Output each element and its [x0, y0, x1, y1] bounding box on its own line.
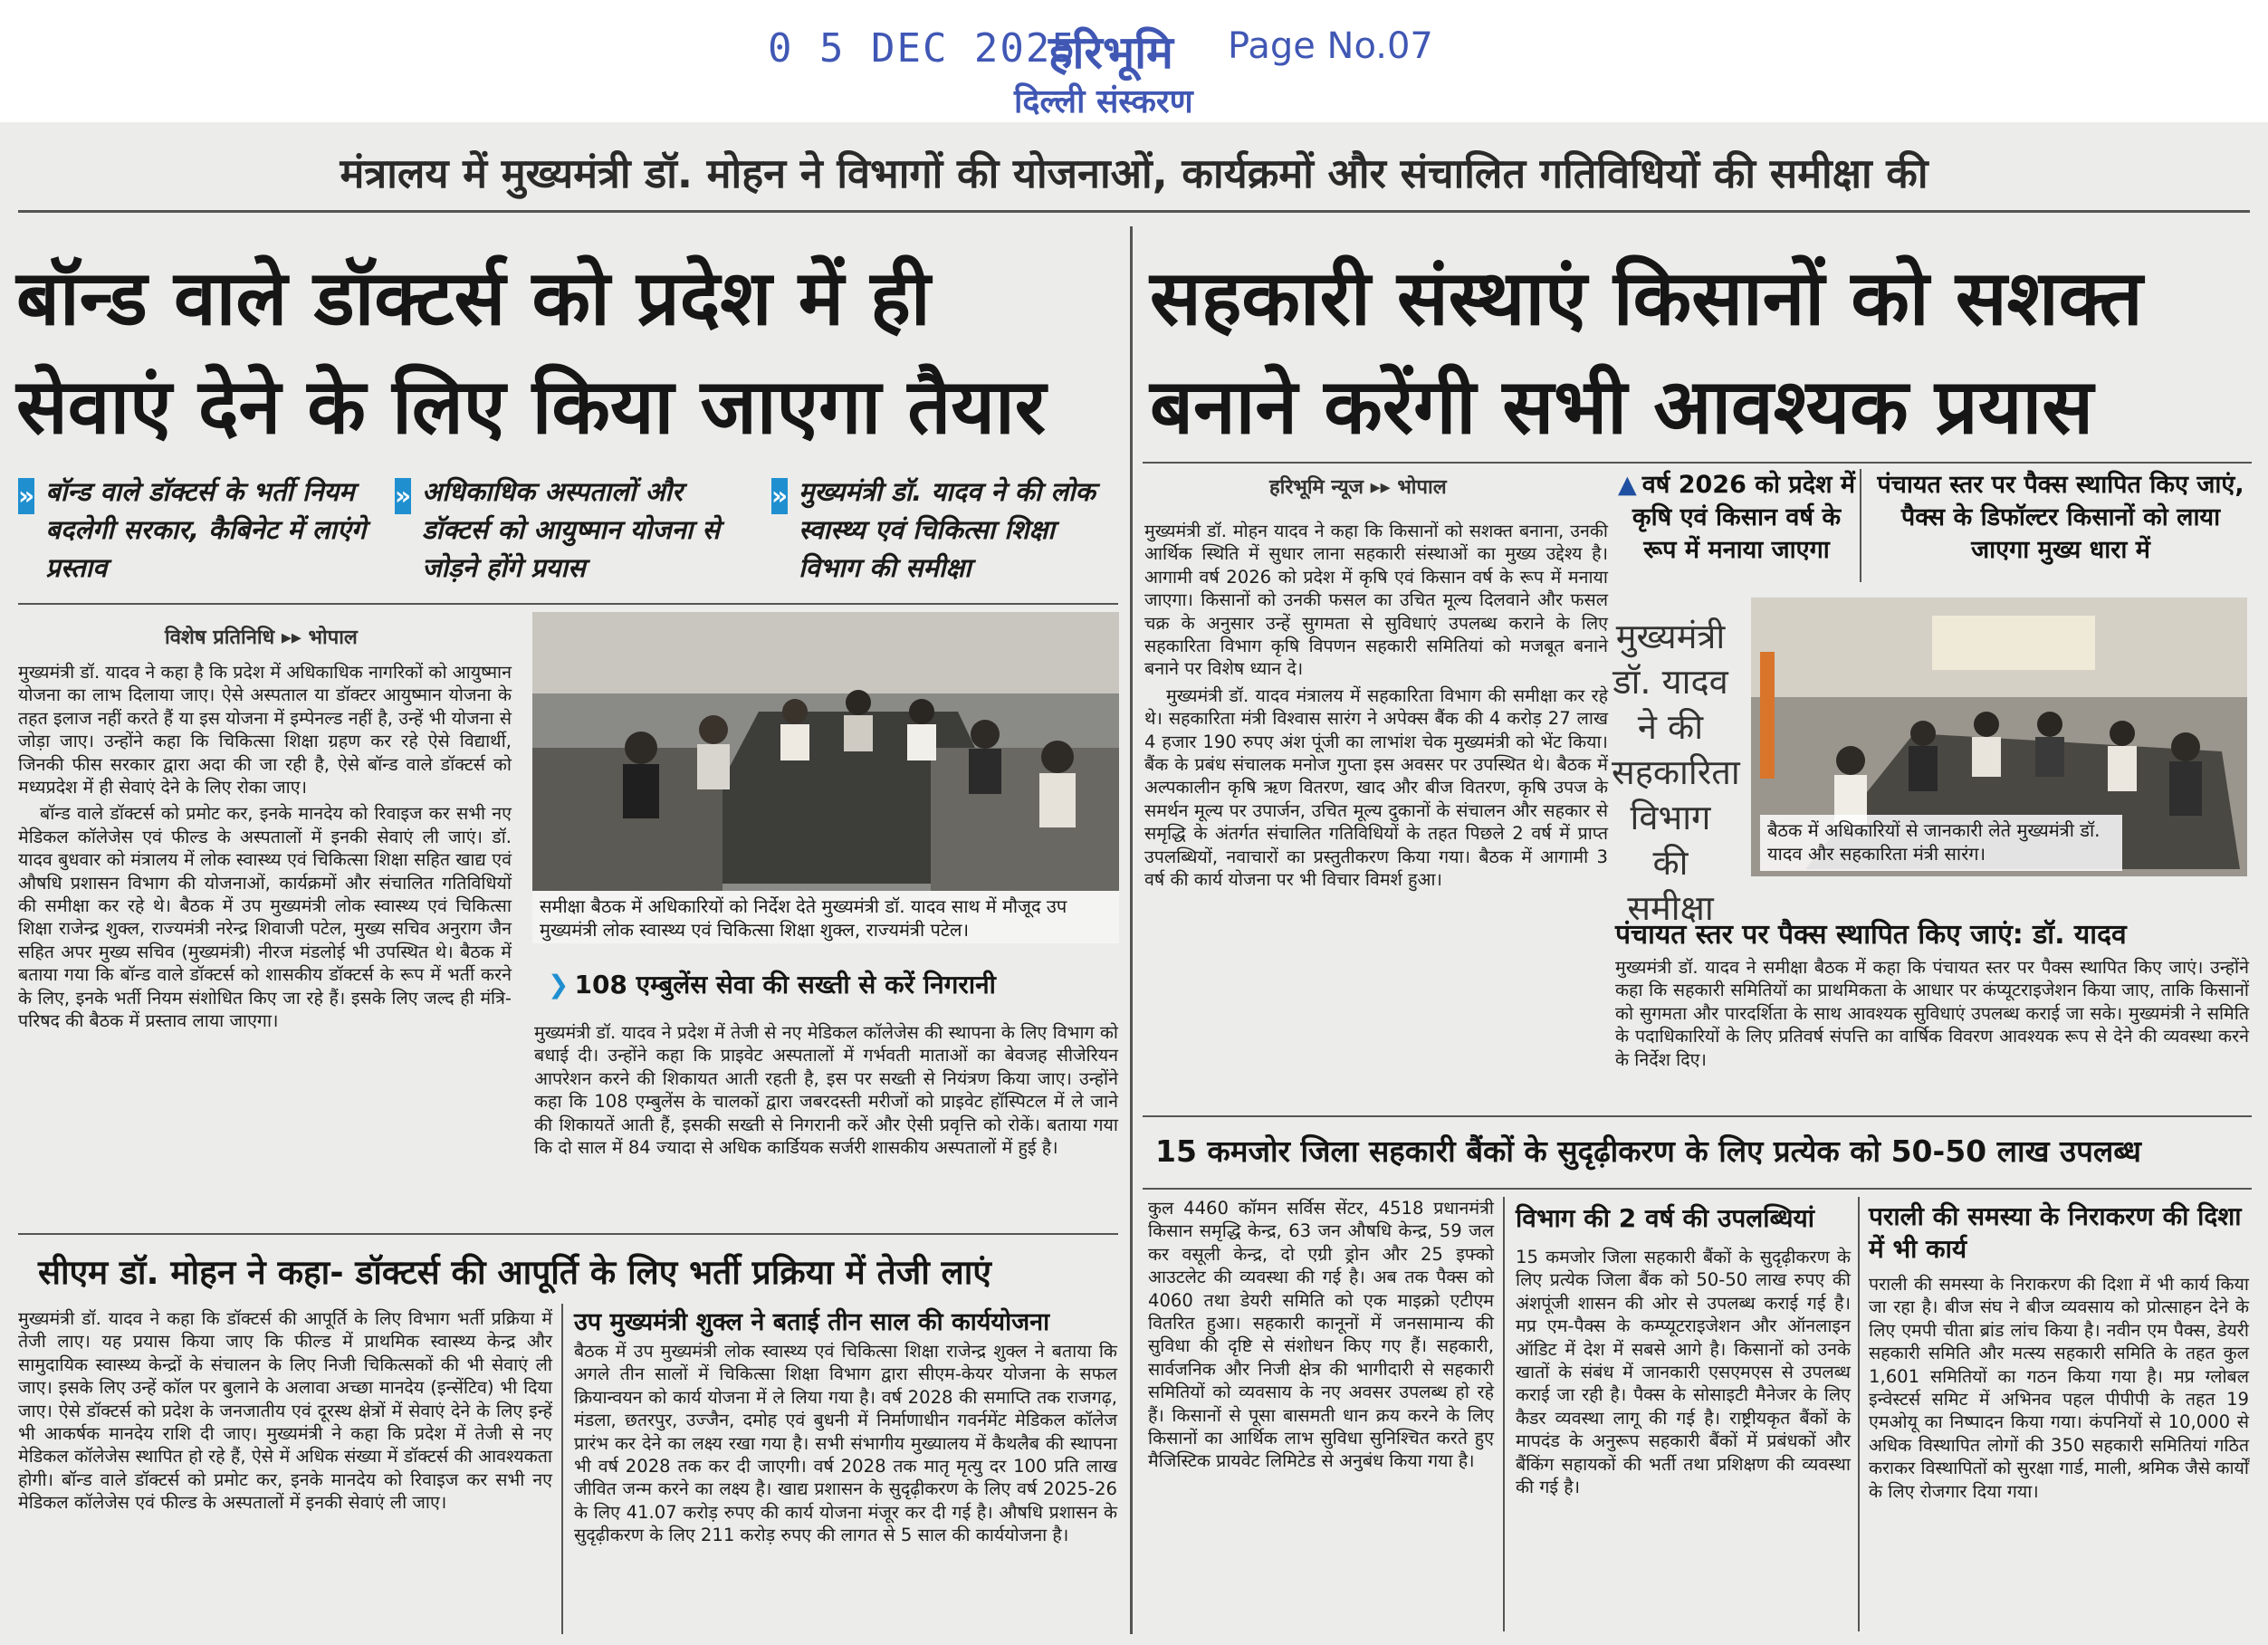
left-bullet-3 — [771, 473, 1124, 587]
chevron-right-icon: ❯ — [548, 970, 569, 999]
right-paragraph-2: मुख्यमंत्री डॉ. यादव मंत्रालय में सहकारिता विभाग की समीक्षा कर रहे थे। सहकारिता मंत्री विश्वास सारंग ने अपेक्स बैंक की 4 करोड़ 27 लाख 4 हजार 190 रुपए अंश पूंजी का लाभांश चेक मुख्यमंत्री को भेंट किया। बैंक के प्रबंध संचालक मनोज गुप्ता इस अवसर पर उपस्थित थे। बैठक में अल्पकालीन कृषि ऋण वितरण, खाद और बीज वितरण, कृषि उपज के समर्थन मूल्य पर उपार्जन, उचित मूल्य दुकानों के संचालन और सहकार से समृद्धि के अंतर्गत संचालित गतिविधियों के तहत पिछले 2 वर्ष में प्राप्त उपलब्धियों, नवाचारों का प्रस्तुतीकरण किया गया। बैठक में आगामी 3 वर्ष की कार्य योजना पर भी विचार विमर्श हुआ। — [1144, 684, 1608, 891]
page-number-stamp: Page No.07 — [1228, 25, 1433, 67]
achievements-body-text: 15 कमजोर जिला सहकारी बैंकों के सुदृढ़ीकरण के लिए प्रत्येक जिला बैंक को 50-50 लाख रुपए की अंशपूंजी शासन की ओर से उपलब्ध कराई गई है। मप्र एम-पैक्स के कम्प्यूटराइजेशन और ऑनलाइन ऑडिट में देश में सबसे आगे है। किसानों को उनके खातों के संबंध में जानकारी एसएमएस से उपलब्ध कराई जा रही है। पैक्स के सोसाइटी मैनेजर के लिए कैडर व्यवस्था लागू की गई है। राष्ट्रीयकृत बैंकों के मापदंड के अनुरूप सहकारी बैंकों में प्रबंधकों और बैंकिंग सहायकों की भर्ती तथा प्रशिक्षण की व्यवस्था की गई है। — [1516, 1247, 1851, 1498]
cm-body-text: मुख्यमंत्री डॉ. यादव ने कहा कि डॉक्टर्स की आपूर्ति के लिए विभाग भर्ती प्रक्रिया में तेजी लाए। यह प्रयास किया जाए कि फील्ड में प्राथमिक स्वास्थ्य केन्द्र और सामुदायिक स्वास्थ्य केन्द्रों के संचालन के लिए निजी चिकित्सकों की भी सेवाएं ली जाए। इसके लिए उन्हें कॉल पर बुलाने के अलावा अच्छा मानदेय (इन्सेंटिव) भी दिया जाए। ऐसे डॉक्टर्स को प्रदेश के जनजातीय एवं दूरस्थ क्षेत्रों में सेवाएं देने के लिए इन्हें भी आकर्षक मानदेय राशि दी जाए। मुख्यमंत्री ने कहा कि प्रदेश में तेजी से नए मेडिकल कॉलेजेस स्थापित हो रहे हैं, ऐसे में अधिक संख्या में डॉक्टर्स की आवश्यकता होगी। बॉन्ड वाले डॉक्टर्स को प्रमोट कर, इनके मानदेय को रिवाइज कर सभी नए मेडिकल कॉलेजेस एवं फील्ड के अस्पतालों में इनकी सेवाएं ली जाए। — [18, 1308, 552, 1514]
right-paragraph-1: मुख्यमंत्री डॉ. मोहन यादव ने कहा कि किसानों को सशक्त बनाना, उनकी आर्थिक स्थिति में सुधार लाना सहकारी संस्थाओं का मुख्य उद्देश्य है। आगामी वर्ष 2026 को प्रदेश में कृषि एवं किसान वर्ष के रूप में मनाया जाएगा। किसानों को उनकी फसल का उचित मूल्य दिलवाने और फसल चक्र के अनुसार उन्हें सुगमता से सुविधाएं उपलब्ध कराने के लिए सहकारिता विभाग कृषि विपणन सहकारी समितियां को मजबूत बनाने बनाने पर विशेष ध्यान दे। — [1144, 521, 1608, 680]
plan-heading: उप मुख्यमंत्री शुक्ल ने बताई तीन साल की कार्ययोजना — [574, 1308, 1050, 1336]
ambulance-text: मुख्यमंत्री डॉ. यादव ने प्रदेश में तेजी से नए मेडिकल कॉलेजेस की स्थापना के लिए विभाग को बधाई दी। उन्होंने कहा कि प्राइवेट अस्पतालों में गर्भवती माताओं का बेवजह सीजेरियन आपरेशन करने की शिकायत आती रहती है, इस पर सख्ती से नियंत्रण किया जाए। उन्होंने कहा कि 108 एम्बुलेंस के चालकों द्वारा जबरदस्ती मरीजों को प्राइवेट हॉस्पिटल में ले जाने की शिकायतें आती हैं, इसकी सख्ती से निगरानी करें और ऐसी प्रवृत्ति को रोकें। बताया गया कि दो साल में 84 ज्यादा से अधिक कार्डियक सर्जरी शासकीय अस्पतालों में हुई है। — [534, 1022, 1118, 1159]
bullets-rule — [18, 603, 1118, 605]
bullet-text: अधिकाधिक अस्पतालों और डॉक्टर्स को आयुष्मान योजना से जोड़ने होंगे प्रयास — [422, 476, 720, 583]
info-box-1-text: वर्ष 2026 को प्रदेश में कृषि एवं किसान वर्ष के रूप में मनाया जाएगा — [1632, 471, 1856, 564]
double-chevron-icon: » — [395, 478, 411, 514]
ambulance-heading-text: 108 एम्बुलेंस सेवा की सख्ती से करें निगरानी — [574, 970, 996, 999]
newspaper-name-stamp: हरिभूमि — [1048, 25, 1173, 79]
left-headline-line2: सेवाएं देने के लिए किया जाएगा तैयार — [16, 362, 1047, 451]
clipping-date-stamp: 0 5 DEC 2025 — [768, 25, 1077, 72]
clipping-stamp-area — [0, 0, 2268, 122]
kicker-rule — [18, 210, 2250, 213]
left-paragraph-2: बॉन्ड वाले डॉक्टर्स को प्रमोट कर, इनके मानदेय को रिवाइज कर सभी नए मेडिकल कॉलेजेस एवं फील्ड के अस्पतालों में इनकी सेवाएं ली जाएं। डॉ. यादव बुधवार को मंत्रालय में लोक स्वास्थ्य एवं चिकित्सा शिक्षा सहित खाद्य एवं औषधि प्रशासन विभाग की योजनाओं, कार्यक्रमों और संचालित गतिविधियों की समीक्षा कर रहे थे। बैठक में उप मुख्यमंत्री लोक स्वास्थ्य एवं चिकित्सा शिक्षा राजेन्द्र शुक्ल, राज्यमंत्री नरेन्द्र शिवाजी पटेल, मुख्य सचिव अनुराग जैन सहित अपर मुख्य सचिव (मुख्यमंत्री) नीरज मंडलोई भी उपस्थित थे। बैठक में बताया गया कि बॉन्ड वाले डॉक्टर्स को शासकीय डॉक्टर्स के रूप में भर्ती करने के लिए, इनके भर्ती नियम संशोधित किए जा रहे हैं। इसके लिए जल्द ही मंत्रि-परिषद की बैठक में प्रस्ताव लाया जाएगा। — [18, 803, 512, 1032]
left-byline: विशेष प्रतिनिधि ▸▸ भोपाल — [165, 626, 358, 649]
right-headline-line1: सहकारी संस्थाएं किसानों को सशक्त — [1150, 253, 2143, 342]
edition-stamp: दिल्ली संस्करण — [1014, 83, 1193, 120]
double-chevron-icon: » — [771, 478, 788, 514]
ambulance-heading — [548, 967, 996, 1001]
bullet-text: मुख्यमंत्री डॉ. यादव ने की लोक स्वास्थ्य एवं चिकित्सा शिक्षा विभाग की समीक्षा — [799, 476, 1096, 583]
banks-rule-bottom — [1143, 1188, 2252, 1190]
left-headline-line1: बॉन्ड वाले डॉक्टर्स को प्रदेश में ही — [16, 253, 931, 342]
paks-body-text: मुख्यमंत्री डॉ. यादव ने समीक्षा बैठक में कहा कि पंचायत स्तर पर पैक्स स्थापित किए जाएं। उन्होंने कहा कि सहकारी समितियों का प्राथमिकता के आधार पर कंप्यूटराइजेशन किया जाए, ताकि किसानों को सुगमता और पारदर्शिता के साथ आवश्यक सुविधाएं उपलब्ध कराई जा सके। मुख्यमंत्री ने समिति के पदाधिकारियों के लिए प्रतिवर्ष संपत्ति का वार्षिक विवरण आवश्यक रूप से देने की व्यवस्था करने के निर्देश दिए। — [1615, 957, 2249, 1070]
inner-divider — [561, 1304, 563, 1634]
achievements-heading: विभाग की 2 वर्ष की उपलब्धियां — [1516, 1203, 1814, 1233]
right-headline-line2: बनाने करेंगी सभी आवश्यक प्रयास — [1150, 362, 2093, 451]
left-bullet-1 — [18, 473, 371, 587]
parali-body-text: पराली की समस्या के निराकरण की दिशा में भी कार्य किया जा रहा है। बीज संघ ने बीज व्यवसाय को प्रोत्साहन देने के लिए एमपी चीता ब्रांड लांच किया है। नवीन एम पैक्स, डेयरी सहकारी समिति और मत्स्य सहकारी समिति के तहत कुल 1,601 समितियों का गठन किया गया है। मप्र ग्लोबल इन्वेस्टर्स समिट में अभिनव पहल पीपीपी के तहत 19 एमओयू का निष्पादन किया गया। कंपनियों से 10,000 से अधिक विस्थापित लोगों की 350 सहकारी समितियां गठित कराकर विस्थापितों को सुरक्षा गार्ड, माली, श्रमिक जैसे कार्यों के लिए रोजगार दिया गया। — [1869, 1274, 2249, 1502]
banks-rule-top — [1143, 1115, 2252, 1117]
bullet-text: बॉन्ड वाले डॉक्टर्स के भर्ती नियम बदलेगी सरकार, कैबिनेट में लाएंगे प्रस्ताव — [45, 476, 367, 583]
section-rule — [18, 1233, 1118, 1235]
inner-divider-2 — [1503, 1197, 1505, 1631]
banks-heading: 15 कमजोर जिला सहकारी बैंकों के सुदृढ़ीकरण के लिए प्रत्येक को 50-50 लाख उपलब्ध — [1155, 1133, 2141, 1169]
kicker-headline: मंत्रालय में मुख्यमंत्री डॉ. मोहन ने विभागों की योजनाओं, कार्यक्रमों और संचालित गतिविधियों की समीक्षा की — [340, 149, 1928, 197]
right-photo-caption: बैठक में अधिकारियों से जानकारी लेते मुख्यमंत्री डॉ. यादव और सहकारिता मंत्री सारंग। — [1760, 815, 2122, 871]
pullquote: मुख्यमंत्री डॉ. यादव ने की सहकारिता विभाग की समीक्षा — [1612, 617, 1740, 928]
right-byline: हरिभूमि न्यूज ▸▸ भोपाल — [1269, 476, 1447, 499]
right-body-text — [1144, 520, 1608, 895]
double-chevron-icon: » — [18, 478, 34, 514]
column-divider — [1130, 226, 1133, 1634]
parali-heading: पराली की समस्या के निराकरण की दिशा में भी कार्य — [1869, 1201, 2242, 1264]
info-box-paks: पंचायत स्तर पर पैक्स स्थापित किए जाएं, पैक्स के डिफॉल्टर किसानों को लाया जाएगा मुख्य धारा में — [1877, 471, 2244, 564]
right-headline-rule — [1143, 462, 2252, 464]
left-meeting-photo — [532, 612, 1119, 891]
paks-heading: पंचायत स्तर पर पैक्स स्थापित किए जाएं: डॉ. यादव — [1615, 919, 2127, 951]
info-box-year-2026 — [1613, 469, 1861, 582]
left-body-text — [18, 661, 512, 1037]
left-paragraph-1: मुख्यमंत्री डॉ. यादव ने कहा है कि प्रदेश में अधिकाधिक नागरिकों को आयुष्मान योजना का लाभ दिलाया जाए। ऐसे अस्पताल या डॉक्टर आयुष्मान योजना के तहत इलाज नहीं करते हैं या इस योजना में इम्पेनल्ड नहीं है, उन्हें भी योजना से जोड़ा जाए। उन्होंने कहा कि चिकित्सा शिक्षा ग्रहण कर रहे ऐसे विद्यार्थी, जिनकी फीस सरकार द्वारा अदा की जा रही है, ऐसे बॉन्ड वाले डॉक्टर्स को मध्यप्रदेश में ही सेवाएं देने के लिए रोका जाए। — [18, 662, 512, 799]
left-bullet-2 — [395, 473, 757, 587]
banks-body-text: कुल 4460 कॉमन सर्विस सेंटर, 4518 प्रधानमंत्री किसान समृद्धि केन्द्र, 63 जन औषधि केन्द्र, 59 जल कर वसूली केन्द्र, दो एग्री ड्रोन और 25 इफ्को आउटलेट की व्यवस्था की गई है। अब तक पैक्स को 4060 तथा डेयरी समिति को एक माइक्रो एटीएम वितरित हुआ। सहकारी कानूनों में जनसामान्य की सुविधा की दृष्टि से संशोधन किए गए हैं। सहकारी, सार्वजनिक और निजी क्षेत्र की भागीदारी से सहकारी समितियों को व्यवसाय के नए अवसर उपलब्ध हो रहे हैं। किसानों से पूसा बासमती धान क्रय करने के लिए किसानों का आर्थिक लाभ सुविधा सुनिश्चित करते हुए मैजिस्टिक प्रायवेट लिमिटेड से अनुबंध किया गया है। — [1148, 1198, 1494, 1472]
cm-subhead: सीएम डॉ. मोहन ने कहा- डॉक्टर्स की आपूर्ति के लिए भर्ती प्रक्रिया में तेजी लाएं — [38, 1253, 991, 1292]
plan-body-text: बैठक में उप मुख्यमंत्री लोक स्वास्थ्य एवं चिकित्सा शिक्षा राजेन्द्र शुक्ल ने बताया कि अगले तीन सालों में चिकित्सा शिक्षा विभाग द्वारा सीएम-केयर योजना के सफल क्रियान्वयन को कार्य योजना में ले लिया गया है। वर्ष 2028 की समाप्ति तक राजगढ़, मंडला, छतरपुर, उज्जैन, दमोह एवं बुधनी में निर्माणाधीन गवर्नमेंट मेडिकल कॉलेज प्रारंभ कर देने का लक्ष्य रखा गया है। सभी संभागीय मुख्यालय में कैथलैब की स्थापना भी वर्ष 2028 तक कर दी जाएगी। वर्ष 2028 तक मातृ मृत्यु दर 100 प्रति लाख जीवित जन्म करने का लक्ष्य है। खाद्य प्रशासन के सुदृढ़ीकरण के लिए वर्ष 2025-26 के लिए 41.07 करोड़ रुपए की कार्य योजना मंजूर कर दी गई है। औषधि प्रशासन के सुदृढ़ीकरण के लिए 211 करोड़ रुपए की लागत से 5 साल की कार्ययोजना है। — [574, 1341, 1117, 1546]
triangle-icon: ▲ — [1617, 471, 1637, 499]
inner-divider-3 — [1858, 1197, 1860, 1631]
left-photo-caption: समीक्षा बैठक में अधिकारियों को निर्देश देते मुख्यमंत्री डॉ. यादव साथ में मौजूद उप मुख्यमंत्री लोक स्वास्थ्य एवं चिकित्सा शिक्षा शुक्ल, राज्यमंत्री पटेल। — [532, 891, 1119, 943]
